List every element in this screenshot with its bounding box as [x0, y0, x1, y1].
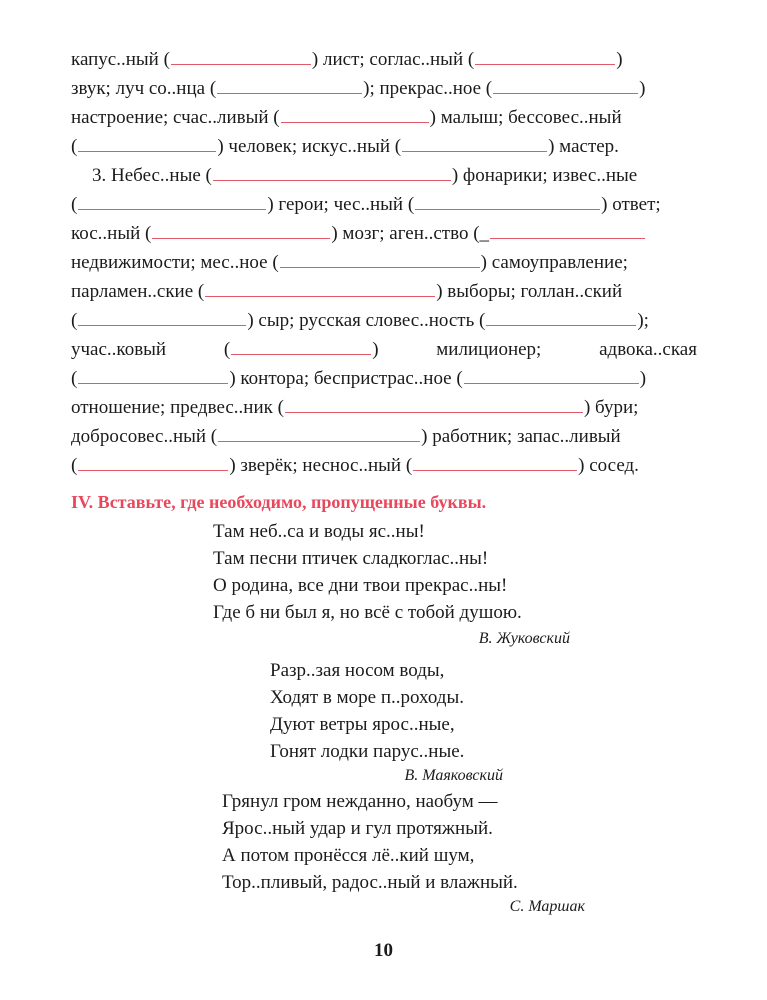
- answer-blank[interactable]: [413, 456, 577, 471]
- page-number: 10: [374, 940, 393, 961]
- exercise-line: ( ) зверёк; неснос..ный ( ) сосед.: [71, 455, 639, 476]
- exercise-line: ( ) человек; искус..ный ( ) мастер.: [71, 136, 619, 157]
- exercise-line: звук; луч со..нца ( ); прекрас..ное ( ): [71, 78, 646, 99]
- answer-blank[interactable]: [78, 369, 228, 384]
- poem-line: Там неб..са и воды яс..ны!: [213, 521, 425, 542]
- exercise-line: кос..ный ( ) мозг; аген..ство (_: [71, 222, 697, 246]
- exercise-heading: IV. Вставьте, где необходимо, пропущенные буквы.: [71, 492, 487, 512]
- exercise-line: настроение; счас..ливый ( ) малыш; бессовес..ный: [71, 107, 622, 128]
- exercise-line: недвижимости; мес..ное ( ) самоуправление;: [71, 252, 628, 273]
- answer-blank[interactable]: [486, 311, 636, 326]
- poem-author: В. Жуковский: [478, 630, 570, 647]
- answer-blank[interactable]: [280, 253, 480, 268]
- answer-blank[interactable]: [402, 137, 547, 152]
- answer-blank[interactable]: [493, 79, 638, 94]
- answer-blank[interactable]: [415, 195, 600, 210]
- poem-line: Дуют ветры ярос..ные,: [270, 714, 455, 735]
- exercise-line: учас..ковый ( ) милиционер; адвока..ская: [71, 339, 697, 360]
- answer-blank[interactable]: [281, 108, 429, 123]
- poem-line: Грянул гром нежданно, наобум —: [222, 791, 498, 812]
- exercise-line: добросовес..ный ( ) работник; запас..ливый: [71, 426, 621, 447]
- poem-author: В. Маяковский: [404, 767, 503, 784]
- exercise-line: ( ) сыр; русская словес..ность ( );: [71, 310, 649, 331]
- answer-blank[interactable]: [217, 79, 362, 94]
- answer-blank[interactable]: [78, 137, 216, 152]
- poem-line: О родина, все дни твои прекрас..ны!: [213, 575, 508, 596]
- answer-blank[interactable]: [152, 224, 330, 239]
- exercise-line: парламен..ские ( ) выборы; голлан..ский: [71, 281, 623, 302]
- poem-line: Гонят лодки парус..ные.: [270, 741, 465, 762]
- poem-line: Тор..пливый, радос..ный и влажный.: [222, 872, 518, 893]
- poem-author: С. Маршак: [509, 898, 585, 915]
- poem-line: Ярос..ный удар и гул протяжный.: [222, 818, 493, 839]
- answer-blank[interactable]: [490, 224, 645, 239]
- answer-blank[interactable]: [78, 456, 228, 471]
- poem-line: Разр..зая носом воды,: [270, 660, 445, 681]
- exercise-line: ( ) контора; беспристрас..ное ( ): [71, 368, 647, 389]
- poem-line: Ходят в море п..роходы.: [270, 687, 464, 708]
- exercise-line: 3. Небес..ные ( ) фонарики; извес..ные: [92, 165, 638, 186]
- answer-blank[interactable]: [475, 50, 615, 65]
- poem-line: А потом пронёсся лё..кий шум,: [222, 845, 475, 866]
- exercise-line: отношение; предвес..ник ( ) бури;: [71, 397, 639, 418]
- poem-line: Там песни птичек сладкоглас..ны!: [213, 548, 489, 569]
- answer-blank[interactable]: [231, 340, 371, 355]
- answer-blank[interactable]: [205, 282, 435, 297]
- exercise-line: капус..ный ( ) лист; соглас..ный ( ): [71, 49, 623, 70]
- poem-line: Где б ни был я, но всё с тобой душою.: [213, 602, 522, 623]
- answer-blank[interactable]: [78, 195, 266, 210]
- answer-blank[interactable]: [171, 50, 311, 65]
- answer-blank[interactable]: [78, 311, 246, 326]
- exercise-line: ( ) герои; чес..ный ( ) ответ;: [71, 194, 661, 215]
- answer-blank[interactable]: [218, 427, 420, 442]
- answer-blank[interactable]: [285, 398, 583, 413]
- answer-blank[interactable]: [464, 369, 639, 384]
- answer-blank[interactable]: [213, 166, 451, 181]
